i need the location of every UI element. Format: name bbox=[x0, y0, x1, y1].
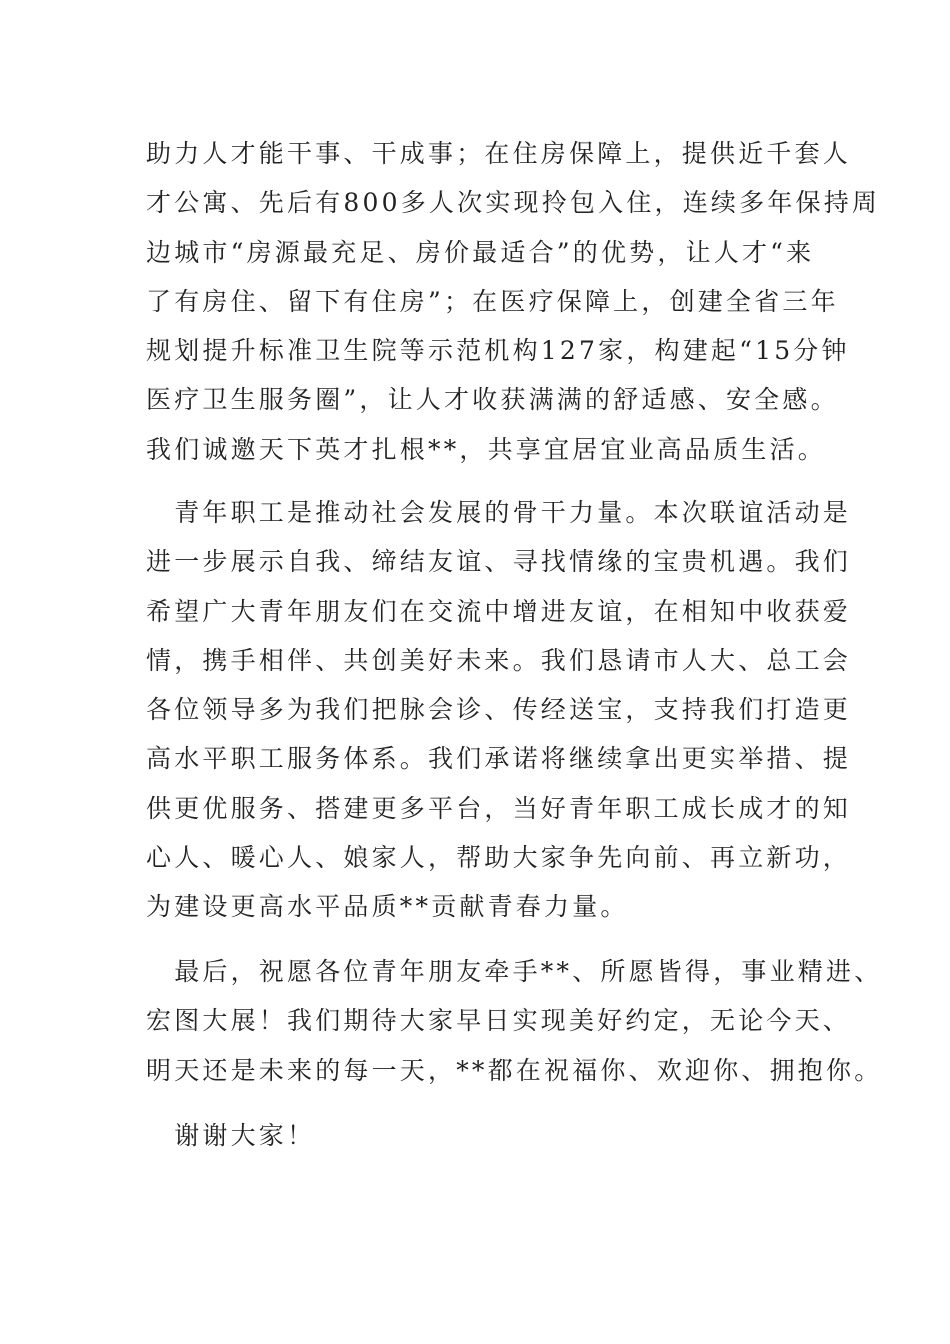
text-line: 情，携手相伴、共创美好未来。我们恳请市人大、总工会 bbox=[146, 645, 852, 675]
text-line: 助力人才能干事、干成事；在住房保障上，提供近千套人 bbox=[146, 139, 852, 168]
text-line: 边城市“房源最充足、房价最适合”的优势，让人才“来 bbox=[146, 237, 815, 267]
paragraph-youth-workers bbox=[146, 488, 851, 932]
paragraph-wishes bbox=[146, 947, 882, 1095]
text-line: 我们诚邀天下英才扎根**，共享宜居宜业高品质生活。 bbox=[146, 434, 827, 464]
paragraph-talent-support bbox=[146, 129, 880, 474]
text-line: 供更优服务、搭建更多平台，当好青年职工成长成才的知 bbox=[146, 793, 852, 823]
text-line: 各位领导多为我们把脉会诊、传经送宝，支持我们打造更 bbox=[146, 695, 852, 725]
text-line: 才公寓、先后有800多人次实现拎包入住，连续多年保持周 bbox=[146, 188, 881, 218]
text-line: 医疗卫生服务圈”，让人才收获满满的舒适感、安全感。 bbox=[146, 385, 839, 415]
text-line: 心人、暖心人、娘家人，帮助大家争先向前、再立新功， bbox=[146, 843, 852, 873]
text-line: 规划提升标准卫生院等示范机构127家，构建起“15分钟 bbox=[146, 336, 850, 366]
text-line: 希望广大青年朋友们在交流中增进友谊，在相知中收获爱 bbox=[146, 596, 852, 626]
text-line: 为建设更高水平品质**贡献青春力量。 bbox=[146, 892, 629, 922]
text-line: 谢谢大家！ bbox=[146, 1121, 316, 1150]
text-line: 最后，祝愿各位青年朋友牵手**、所愿皆得，事业精进、 bbox=[146, 957, 883, 986]
text-line: 宏图大展！我们期待大家早日实现美好约定，无论今天、 bbox=[146, 1006, 852, 1036]
paragraph-thanks bbox=[146, 1111, 315, 1160]
text-line: 高水平职工服务体系。我们承诺将继续拿出更实举措、提 bbox=[146, 744, 852, 774]
text-line: 了有房住、留下有住房”；在医疗保障上，创建全省三年 bbox=[146, 286, 839, 316]
text-line: 明天还是未来的每一天，**都在祝福你、欢迎你、拥抱你。 bbox=[146, 1055, 883, 1085]
text-line: 青年职工是推动社会发展的骨干力量。本次联谊活动是 bbox=[146, 498, 852, 527]
text-line: 进一步展示自我、缔结友谊、寻找情缘的宝贵机遇。我们 bbox=[146, 547, 852, 577]
